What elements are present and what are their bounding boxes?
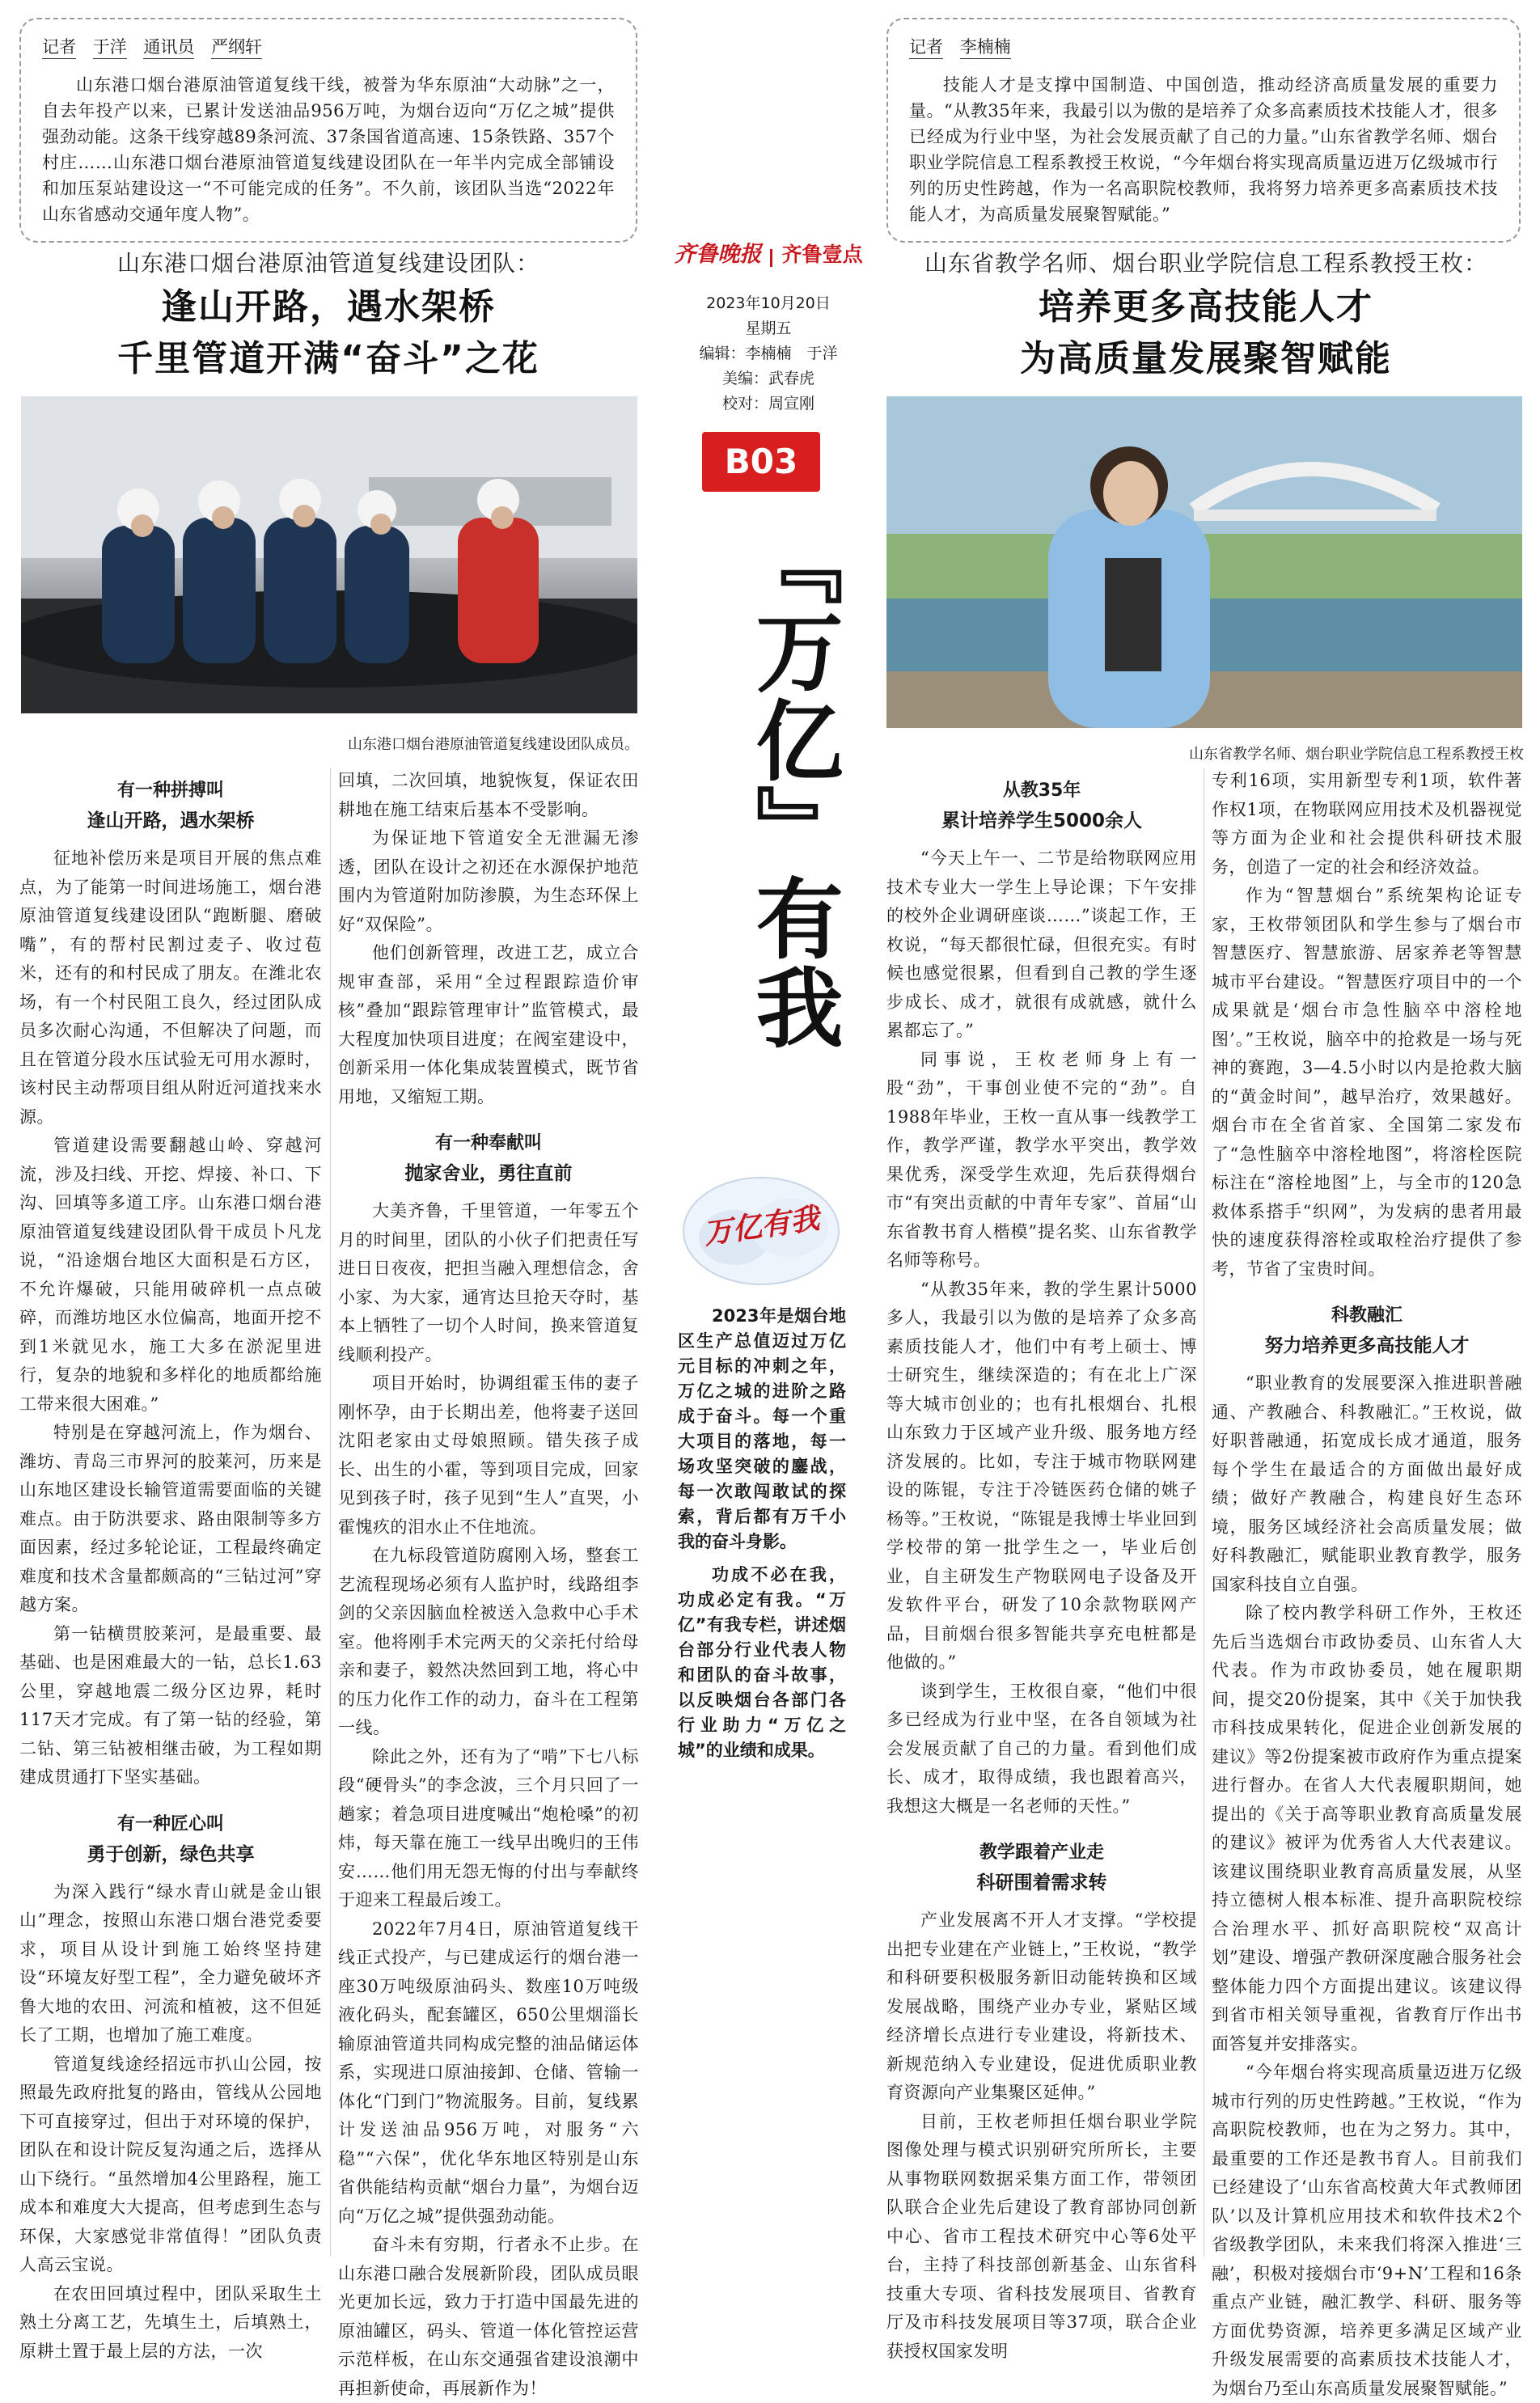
- article-kicker: 山东省教学名师、烟台职业学院信息工程系教授王枚：: [924, 250, 1487, 277]
- headline-line-2: 为高质量发展聚智赋能: [1020, 338, 1392, 379]
- body-paragraph: “职业教育的发展要深入推进职普融通、产教融合、科教融汇。”王枚说，做好职普融通，拓宽成长成才通道，服务每个学生在最适合的方面做出最好成绩；做好产教融合，构建良好生态环境，服务区域经济社会高质量发展；做好科教融汇，赋能职业教育教学，服务国家科技自立自强。: [1212, 1373, 1522, 1594]
- body-paragraph: 第一钻横贯胶莱河，是最重要、最基础、也是困难最大的一钻，总长1.63公里，穿越地震二级分区边界，耗时117天才完成。有了第一钻的经验，第二钻、第三钻被相继击破，为工程如期建成贯通打下坚实基础。: [19, 1623, 322, 1787]
- issue-weekday: 星期五: [745, 319, 792, 337]
- body-paragraph: 除了校内教学科研工作外，王枚还先后当选烟台市政协委员、山东省人大代表。作为市政协委员，她在履职期间，提交20份提案，其中《关于加快我市科技成果转化，促进企业创新发展的建议》等2份提案被市政府作为重点提案进行督办。在省人大代表履职期间，她提出的《关于高等职业教育高质量发展的建议》被评为优秀省人大代表建议。该建议围绕职业教育高质量发展，从坚持立德树人根本标准、提升高职院校综合治理水平、抓好高职院校“双高计划”建设、增强产教研深度融合服务社会整体能力四个方面提出建议。该建议得到省市相关领导重视，省教育厅作出书面答复并安排落实。: [1212, 1603, 1522, 2054]
- byline-name: 严纲轩: [211, 34, 262, 59]
- column-title: [681, 518, 843, 1051]
- badge-text: 万亿有我: [701, 1201, 822, 1251]
- headline-line-1: 培养更多高技能人才: [1039, 286, 1373, 328]
- body-paragraph: 奋斗未有穷期，行者永不止步。在山东港口融合发展新阶段，团队成员眼光更加长远，致力于打造中国最先进的原油罐区，码头、管道一体化管控运营示范样板，在山东交通强省建设浪潮中再担新使命，再展新作为！: [338, 2235, 639, 2398]
- article-kicker: 山东港口烟台港原油管道复线建设团队：: [116, 250, 539, 277]
- column-intro: [678, 1304, 846, 1763]
- headline-line-2: 千里管道开满“奋斗”之花: [117, 338, 539, 379]
- masthead-meta: [671, 291, 865, 417]
- headline-line-1: 逢山开路，遇水架桥: [161, 286, 496, 328]
- byline: [909, 34, 1498, 59]
- byline-role: 记者: [42, 34, 76, 59]
- intro-text: 山东港口烟台港原油管道复线干线，被誉为华东原油“大动脉”之一，自去年投产以来，已累计发送油品956万吨，为烟台迈向“万亿之城”提供强劲动能。这条干线穿越89条河流、37条国省道高速、15条铁路、357个村庄……山东港口烟台港原油管道复线建设团队在一年半内完成全部铺设和加压泵站建设这一“不可能完成的任务”。不久前，该团队当选“2022年山东省感动交通年度人物”。: [42, 75, 615, 224]
- section-subtitle: 抛家舍业，勇往直前: [404, 1163, 573, 1184]
- body-paragraph: 项目开始时，协调组霍玉伟的妻子刚怀孕，由于长期出差，他将妻子送回沈阳老家由丈母娘照顾。错失孩子成长、出生的小霍，等到项目完成，回家见到孩子时，孩子见到“生人”直哭，小霍愧疚的泪水止不住地流。: [338, 1373, 639, 1537]
- page-number: B03: [724, 442, 798, 481]
- body-paragraph: 专利16项，实用新型专利1项，软件著作权1项，在物联网应用技术及机器视觉等方面为企业和社会提供科研技术服务，创造了一定的社会和经济效益。: [1212, 771, 1522, 877]
- section-subtitle: 逢山开路，遇水架桥: [87, 810, 255, 831]
- body-paragraph: 2022年7月4日，原油管道复线干线正式投产，与已建成运行的烟台港一座30万吨级原油码头、数座10万吨级液化码头，配套罐区，650公里烟淄长输原油管道共同构成完整的油品储运体系，实现进口原油接卸、仓储、管输一体化“门到门”物流服务。目前，复线累计发送油品956万吨，对服务“六稳”“六保”，优化华东地区特别是山东省供能结构贡献“烟台力量”，为烟台迈向“万亿之城”提供强劲动能。: [338, 1919, 639, 2226]
- body-paragraph: 作为“智慧烟台”系统架构论证专家，王枚带领团队和学生参与了烟台市智慧医疗、智慧旅游、居家养老等智慧城市平台建设。“智慧医疗项目中的一个成果就是‘烟台市急性脑卒中溶栓地图’。”王枚说，脑卒中的抢救是一场与死神的赛跑，3—4.5小时以内是抢救大脑的“黄金时间”，越早治疗，效果越好。烟台市在全省首家、全国第二家发布了“急性脑卒中溶栓地图”，将溶栓医院标注在“溶栓地图”上，与全市的120急救体系搭手“织网”，为发病的患者用最快的速度获得溶栓或取栓治疗提供了参考，节省了宝贵时间。: [1212, 886, 1522, 1279]
- column-intro-p2: 功成不必在我，功成必定有我。“万亿”有我专栏，讲述烟台部分行业代表人物和团队的奋斗故事，以反映烟台各部门各行业助力“万亿之城”的业绩和成果。: [678, 1565, 846, 1760]
- section-title: 有一种拼搏叫: [116, 781, 224, 801]
- section-subtitle: 勇于创新，绿色共享: [87, 1843, 255, 1865]
- left-col2: [338, 767, 639, 2403]
- logo-left: 齐鲁晚报: [674, 242, 762, 267]
- section-title: 教学跟着产业走: [979, 1842, 1104, 1863]
- left-headline: [19, 281, 637, 385]
- body-paragraph: 为保证地下管道安全无泄漏无渗透，团队在设计之初还在水源保护地范围内为管道附加防渗膜，为生态环保上好“双保险”。: [338, 828, 639, 934]
- body-paragraph: 为深入践行“绿水青山就是金山银山”理念，按照山东港口烟台港党委要求，项目从设计到施工始终坚持建设“环境友好型工程”，全力避免破坏齐鲁大地的农田、河流和植被，这不但延长了工期，也增加了施工难度。: [19, 1881, 322, 2045]
- left-col1: [19, 776, 322, 2366]
- logo-divider: [770, 249, 772, 267]
- section-title: 有一种奉献叫: [434, 1133, 542, 1153]
- section-subtitle: 科研围着需求转: [976, 1872, 1107, 1893]
- body-paragraph: 产业发展离不开人才支撑。“学校提出把专业建在产业链上，”王枚说，“教学和科研要积极服务新旧动能转换和区域发展战略，围绕产业办专业，紧贴区域经济增长点进行专业建设，将新技术、新规范纳入专业建设，促进优质职业教育资源向产业集聚区延伸。”: [886, 1910, 1197, 2102]
- right-headline: [886, 281, 1525, 385]
- portrait-photo: [886, 396, 1522, 728]
- logo-right: 齐鲁壹点: [781, 243, 863, 266]
- byline-role: 记者: [909, 34, 943, 59]
- right-col2: [1212, 767, 1522, 2403]
- byline: [42, 34, 615, 59]
- byline-role: 通讯员: [143, 34, 194, 59]
- body-paragraph: 他们创新管理，改进工艺，成立合规审查部，采用“全过程跟踪造价审核”叠加“跟踪管理审计”监管模式，最大程度加快项目进度；在阀室建设中，创新采用一体化集成装置模式，既节省用地，又缩短工期。: [338, 943, 639, 1106]
- intro-box-right: [886, 18, 1521, 243]
- section-subtitle: 努力培养更多高技能人才: [1264, 1335, 1470, 1356]
- body-paragraph: “今天上午一、二节是给物联网应用技术专业大一学生上导论课；下午安排的校外企业调研座谈……”谈起工作，王枚说，“每天都很忙碌，但很充实。有时候也感觉很累，但看到自己教的学生逐步成长、成才，就很有成就感，就什么累都忘了。”: [886, 848, 1197, 1040]
- byline-name: 于洋: [93, 34, 127, 59]
- body-paragraph: 管道复线途经招远市扒山公园，按照最先政府批复的路由，管线从公园地下可直接穿过，但出于对环境的保护，团队在和设计院反复沟通之后，选择从山下绕行。“虽然增加4公里路程，施工成本和难度大大提高，但考虑到生态与环保，大家感觉非常值得！”团队负责人高云宝说。: [19, 2054, 322, 2274]
- section-title: 科教融汇: [1331, 1305, 1402, 1326]
- right-kicker: [886, 246, 1525, 278]
- body-paragraph: 目前，王枚老师担任烟台职业学院图像处理与模式识别研究所所长，主要从事物联网数据采集方面工作，带领团队联合企业先后建设了教育部协同创新中心、省市工程技术研究中心等6处平台，主持了科技部创新基金、山东省科技重大专项、省科技发展项目、省教育厅及市科技发展项目等37项，联合企业获授权国家发明: [886, 2111, 1197, 2361]
- body-paragraph: 在九标段管道防腐刚入场，整套工艺流程现场必须有人监护时，线路组李剑的父亲因脑血栓被送入急救中心手术室。他将刚手术完两天的父亲托付给母亲和妻子，毅然决然回到工地，将心中的压力化作工作的动力，奋斗在工程第一线。: [338, 1546, 639, 1737]
- body-paragraph: 同事说，王枚老师身上有一股“劲”，干事创业使不完的“劲”。自1988年毕业，王枚一直从事一线教学工作，教学严谨，教学水平突出，教学效果优秀，深受学生欢迎，先后获得烟台市“有突出贡献的中青年专家”、首届“山东省教书育人楷模”提名奖、山东省教学名师等称号。: [886, 1049, 1197, 1270]
- column-title-line-2: 有我: [741, 874, 842, 1051]
- portrait-photo-caption: 山东省教学名师、烟台职业学院信息工程系教授王枚: [1189, 746, 1524, 763]
- team-photo: [21, 396, 637, 713]
- section-subtitle: 累计培养学生5000余人: [941, 810, 1142, 831]
- body-paragraph: 征地补偿历来是项目开展的焦点难点，为了能第一时间进场施工，烟台港原油管道复线建设团队“跑断腿、磨破嘴”，有的帮村民割过麦子、收过苞米，还有的和村民成了朋友。在潍北农场，有一个村民阻工良久，经过团队成员多次耐心沟通，不但解决了问题，而且在管道分段水压试验无可用水源时，该村民主动帮项目组从附近河道找来水源。: [19, 848, 322, 1127]
- masthead-logo: [663, 236, 874, 270]
- intro-box-left: [19, 18, 637, 243]
- column-badge: [678, 1165, 844, 1291]
- issue-date: 2023年10月20日: [706, 294, 831, 312]
- right-col1: [886, 776, 1197, 2366]
- editor-credit: 编辑：李楠楠 于洋: [699, 345, 838, 362]
- column-title-line-1: 『万亿』: [741, 518, 842, 874]
- left-kicker: [19, 246, 637, 278]
- byline-name: 李楠楠: [960, 34, 1011, 59]
- body-paragraph: 管道建设需要翻越山岭、穿越河流，涉及扫线、开挖、焊接、补口、下沟、回填等多道工序。山东港口烟台港原油管道复线建设团队骨干成员卜凡龙说，“沿途烟台地区大面积是石方区，不允许爆破，只能用破碎机一点点破碎，而潍坊地区水位偏高，地面开挖不到1米就见水，施工大多在淤泥里进行，复杂的地貌和多样化的地质都给施工带来很大困难。”: [19, 1136, 322, 1414]
- body-paragraph: 在农田回填过程中，团队采取生土熟土分离工艺，先填生土，后填熟土，原耕土置于最上层的方法，一次: [19, 2283, 322, 2361]
- pipeline-workers-illustration: [21, 396, 637, 713]
- body-paragraph: 谈到学生，王枚很自豪，“他们中很多已经成为行业中坚，在各自领域为社会发展贡献了自己的力量。看到他们成长、成才，取得成绩，我也跟着高兴，我想这大概是一名老师的天性。”: [886, 1681, 1197, 1816]
- designer-credit: 美编：武春虎: [721, 370, 814, 387]
- section-title: 有一种匠心叫: [116, 1813, 224, 1834]
- section-title: 从教35年: [1002, 781, 1081, 801]
- body-paragraph: “今年烟台将实现高质量迈进万亿级城市行列的历史性跨越。”王枚说，“作为高职院校教师，也在为之努力。其中，最重要的工作还是教书育人。目前我们已经建设了‘山东省高校黄大年式教师团队’以及计算机应用技术和软件技术2个省级教学团队，未来我们将深入推进‘三融’，积极对接烟台市‘9+N’工程和16条重点产业链，融汇教学、科研、服务等方面优势资源，培养更多满足区域产业升级发展需要的高素质技术技能人才，为烟台乃至山东高质量发展聚智赋能。”: [1212, 2062, 1522, 2398]
- body-paragraph: “从教35年来，教的学生累计5000多人，我最引以为傲的是培养了众多高素质技能人才，他们中有考上硕士、博士研究生，继续深造的；有在北上广深等大城市创业的；也有扎根烟台、扎根山东致力于区域产业升级、服务地方经济发展的。比如，专注于城市物联网建设的陈锟，专注于冷链医药仓储的姚子杨等。”王枚说，“陈锟是我博士毕业回到学校带的第一批学生之一，毕业后创业，自主研发生产物联网电子设备及开发软件平台，研发了10余款物联网产品，目前烟台很多智能共享充电桩都是他做的。”: [886, 1279, 1197, 1672]
- proof-credit: 校对：周宣刚: [721, 395, 814, 412]
- column-intro-p1: 2023年是烟台地区生产总值迈过万亿元目标的冲刺之年，万亿之城的进阶之路成于奋斗。每一个重大项目的落地，每一场攻坚突破的鏖战，每一次敢闯敢试的探索，背后都有万千小我的奋斗身影。: [678, 1306, 846, 1551]
- intro-text: 技能人才是支撑中国制造、中国创造，推动经济高质量发展的重要力量。“从教35年来，我最引以为傲的是培养了众多高素质技术技能人才，很多已经成为行业中坚，为社会发展贡献了自己的力量。”山东省教学名师、烟台职业学院信息工程系教授王枚说，“今年烟台将实现高质量迈进万亿级城市行列的历史性跨越，作为一名高职院校教师，我将努力培养更多高素质技术技能人才，为高质量发展聚智赋能。”: [909, 75, 1498, 224]
- body-paragraph: 除此之外，还有为了“啃”下七八标段“硬骨头”的李念波，三个月只回了一趟家；着急项目进度喊出“炮枪嗓”的初炜，每天靠在施工一线早出晚归的王伟安……他们用无怨无悔的付出与奉献终于迎来工程最后竣工。: [338, 1746, 639, 1910]
- team-photo-caption: 山东港口烟台港原油管道复线建设团队成员。: [348, 736, 639, 753]
- left-column-rule: [330, 768, 331, 2257]
- teacher-portrait-illustration: [886, 396, 1522, 728]
- body-paragraph: 回填，二次回填，地貌恢复，保证农田耕地在施工结束后基本不受影响。: [338, 771, 639, 819]
- page-number-badge: [702, 432, 820, 492]
- body-paragraph: 大美齐鲁，千里管道，一年零五个月的时间里，团队的小伙子们把责任写进日日夜夜，把担当融入理想信念，舍小家、为大家，通宵达旦抢天夺时，基本上牺牲了一切个人时间，换来管道复线顺利投产。: [338, 1201, 639, 1364]
- body-paragraph: 特别是在穿越河流上，作为烟台、潍坊、青岛三市界河的胶莱河，历来是山东地区建设长输管道需要面临的关键难点。由于防洪要求、路由限制等多方面因素，经过多轮论证，工程最终确定难度和技术含量都颇高的“三钻过河”穿越方案。: [19, 1423, 322, 1614]
